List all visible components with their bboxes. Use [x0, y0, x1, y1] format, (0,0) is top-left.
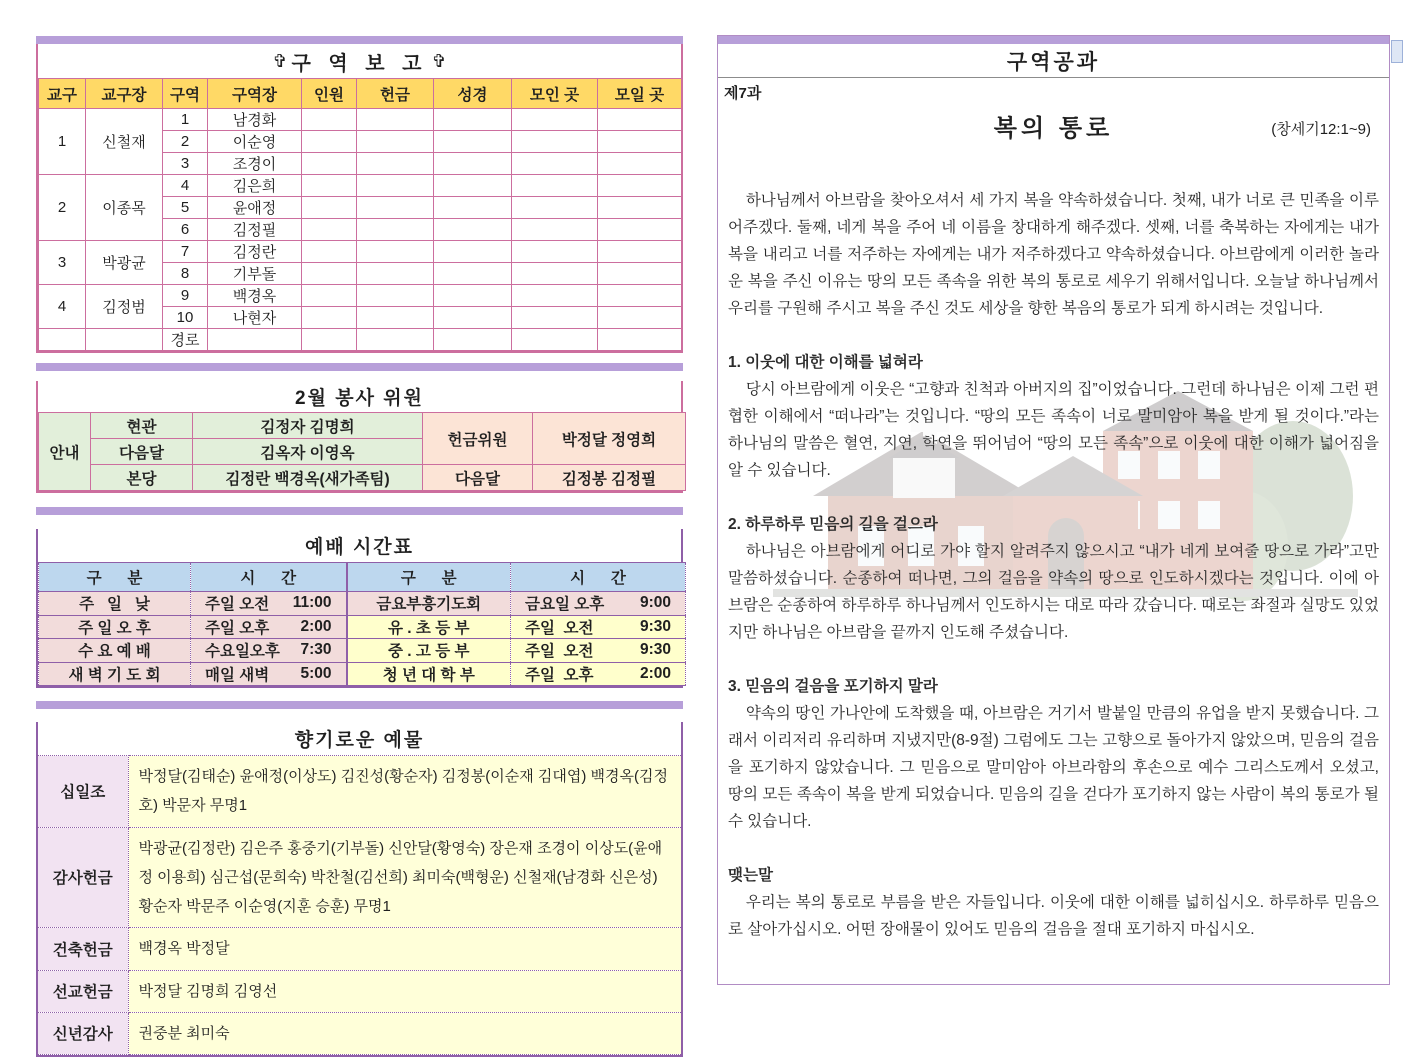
service-time: 주일 오후 2:00: [511, 662, 686, 686]
table-row: [39, 662, 686, 686]
report-cell-empty: [598, 175, 682, 197]
service-time: 주일 오전 9:30: [511, 615, 686, 639]
service-division: 수 요 예 배: [39, 639, 191, 663]
cross-icon: ✞: [272, 50, 288, 71]
report-cell-empty: [302, 329, 357, 351]
district-leader: 김정필: [208, 219, 302, 241]
report-cell-empty: [39, 329, 86, 351]
lesson-number: 제7과: [724, 85, 762, 102]
lesson-section: [728, 862, 1379, 943]
district-no: 4: [163, 175, 208, 197]
district-no: 9: [163, 285, 208, 307]
service-time: 매일 새벽 5:00: [191, 662, 347, 686]
parish-no: 1: [39, 109, 86, 175]
parish-leader: 김정범: [86, 285, 163, 329]
offering-type-label: 선교헌금: [38, 970, 128, 1012]
report-cell-empty: [598, 329, 682, 351]
committee-names: 김정자 김명희: [193, 413, 423, 439]
scripture-reference: (창세기12:1~9): [1271, 121, 1371, 138]
section-heading: 1. 이웃에 대한 이해를 넓혀라: [728, 354, 923, 371]
col-header: 성경: [434, 79, 512, 109]
offering-names: 백경옥 박정달: [128, 928, 681, 970]
report-cell-empty: [512, 329, 598, 351]
service-time: 주일 오후 2:00: [191, 615, 347, 639]
report-cell-empty: [302, 263, 357, 285]
report-cell-empty: [357, 219, 434, 241]
district-leader: 남경화: [208, 109, 302, 131]
table-row: [39, 109, 682, 131]
col-header: 구역: [163, 79, 208, 109]
offering-type-label: 신년감사: [38, 1012, 128, 1054]
left-column: [36, 36, 683, 1057]
lesson-panel-title: 구역공과: [718, 44, 1389, 78]
district-no: 5: [163, 197, 208, 219]
divider-bar: [36, 701, 683, 709]
district-report-title-text: 구 역 보 고: [291, 52, 428, 75]
service-time: 주일 오전 9:30: [511, 639, 686, 663]
lesson-body: [718, 187, 1389, 943]
table-row: [39, 465, 686, 491]
district-no: 6: [163, 219, 208, 241]
report-cell-empty: [357, 263, 434, 285]
report-cell-empty: [434, 329, 512, 351]
district-leader: 조경이: [208, 153, 302, 175]
table-row: [38, 827, 681, 928]
report-cell-empty: [512, 175, 598, 197]
next-month-label: 다음달: [423, 465, 533, 491]
report-cell-empty: [598, 219, 682, 241]
report-cell-empty: [512, 263, 598, 285]
col-header: 모일 곳: [598, 79, 682, 109]
col-header: 구역장: [208, 79, 302, 109]
section-body: 약속의 땅인 가나안에 도착했을 때, 아브람은 거기서 발붙일 만큼의 유업을 받지 못했습니다. 그래서 이리저리 유리하며 지냈지만(8-9절) 그럼에도 그는 고향으로 돌아가지 않았으며, 믿음의 걸음을 포기하지 않았습니다. 그 믿음으로 말미암아 아브라함의 후손으로 예수 그리스도께서 오셨고, 땅의 모든 족속이 복을 받게 되었습니다. 믿음의 길을 걷다가 포기하지 않는 사람이 복의 통로가 될 수 있습니다.: [728, 705, 1379, 830]
district-report-table: [36, 44, 683, 353]
report-cell-empty: [302, 109, 357, 131]
offering-names: 권중분 최미숙: [128, 1012, 681, 1054]
committee-names: 김정란 백경옥(새가족팀): [193, 465, 423, 491]
report-cell-empty: [302, 153, 357, 175]
table-row: [39, 285, 682, 307]
offering-type-label: 건축헌금: [38, 928, 128, 970]
report-cell-empty: [598, 285, 682, 307]
district-leader: 김정란: [208, 241, 302, 263]
col-header: 시 간: [191, 563, 347, 592]
guide-label: 안내: [39, 413, 91, 491]
service-committee-title: 2월 봉사 위원: [38, 381, 681, 412]
service-division: 중 . 고 등 부: [347, 639, 511, 663]
col-header: 교구: [39, 79, 86, 109]
section-body: 당시 아브람에게 이웃은 “고향과 친척과 아버지의 집”이었습니다. 그런데 하나님은 이제 그런 편협한 이해에서 “떠나라”는 것입니다. “땅의 모든 족속이 너로 말미암아 복을 받게 될 것이다.”라는 하나님의 말씀은 혈연, 지연, 학연을 뛰어넘어 “땅의 모든 족속”으로 이웃에 대한 이해가 넓어짐을 알 수 있습니다.: [728, 381, 1379, 479]
report-cell-empty: [512, 109, 598, 131]
worship-schedule-table: [36, 529, 683, 688]
lesson-section: [728, 673, 1379, 835]
report-cell-empty: [512, 131, 598, 153]
service-committee-table: [36, 381, 683, 493]
district-leader: 이순영: [208, 131, 302, 153]
schedule-header-row: [39, 563, 686, 592]
report-header-row: [39, 79, 682, 109]
report-cell-empty: [302, 241, 357, 263]
table-row: [38, 970, 681, 1012]
table-row: [39, 329, 682, 351]
parish-no: 4: [39, 285, 86, 329]
service-division: 유 . 초 등 부: [347, 615, 511, 639]
report-cell-empty: [434, 109, 512, 131]
place-label: 현관: [91, 413, 193, 439]
table-row: [38, 1012, 681, 1054]
parish-leader: 이종목: [86, 175, 163, 241]
service-division: 주 일 낮: [39, 592, 191, 616]
report-cell-empty: [512, 241, 598, 263]
col-header: 헌금: [357, 79, 434, 109]
report-cell-empty: [598, 109, 682, 131]
district-no: 2: [163, 131, 208, 153]
report-cell-empty: [434, 285, 512, 307]
offering-committee-names: 박정달 정영희: [533, 413, 686, 465]
section-heading: 맺는말: [728, 867, 773, 884]
report-cell-empty: [86, 329, 163, 351]
col-header: 모인 곳: [512, 79, 598, 109]
service-time: 수요일오후 7:30: [191, 639, 347, 663]
section-body: 우리는 복의 통로로 부름을 받은 자들입니다. 이웃에 대한 이해를 넓히십시오. 하루하루 믿음으로 살아가십시오. 어떤 장애물이 있어도 믿음의 걸음을 절대 포기하지 마십시오.: [728, 894, 1379, 938]
col-header: 인원: [302, 79, 357, 109]
report-cell-empty: [434, 263, 512, 285]
table-row: [39, 413, 686, 439]
lesson-section: [728, 511, 1379, 646]
report-cell-empty: [512, 285, 598, 307]
report-cell-empty: [598, 153, 682, 175]
table-row: [39, 175, 682, 197]
report-cell-empty: [434, 197, 512, 219]
report-cell-empty: [434, 307, 512, 329]
report-cell-empty: [598, 197, 682, 219]
service-division: 주 일 오 후: [39, 615, 191, 639]
district-no: 1: [163, 109, 208, 131]
lesson-intro-paragraph: 하나님께서 아브람을 찾아오셔서 세 가지 복을 약속하셨습니다. 첫째, 내가 너로 큰 민족을 이루어주겠다. 둘째, 네게 복을 주어 네 이름을 창대하게 해주겠다. 셋째, 너를 축복하는 자에게는 내가 복을 내리고 너를 저주하는 자에게는 내가 저주하겠다고 약속하셨습니다. 아브람에게 이러한 놀라운 복을 주신 이유는 땅의 모든 족속을 위한 복의 통로로 세우기 위해서입니다. 오늘날 하나님께서 우리를 구원해 주시고 복을 주신 것도 세상을 향한 복음의 통로가 되게 하시려는 것입니다.: [728, 192, 1379, 317]
report-cell-empty: [302, 175, 357, 197]
district-leader: 나현자: [208, 307, 302, 329]
district-no: 8: [163, 263, 208, 285]
offering-type-label: 십일조: [38, 756, 128, 828]
report-cell-empty: [357, 153, 434, 175]
district-leader: 김은희: [208, 175, 302, 197]
service-time: 금요일 오후 9:00: [511, 592, 686, 616]
report-cell-empty: [598, 131, 682, 153]
lesson-panel: [717, 35, 1390, 985]
place-label: 본당: [91, 465, 193, 491]
parish-leader: 신철재: [86, 109, 163, 175]
district-no: 10: [163, 307, 208, 329]
parish-no: 3: [39, 241, 86, 285]
report-cell-empty: [357, 131, 434, 153]
report-cell-empty: [208, 329, 302, 351]
divider-bar: [36, 36, 683, 44]
service-division: 새 벽 기 도 회: [39, 662, 191, 686]
report-cell-empty: [357, 241, 434, 263]
report-cell-empty: [357, 285, 434, 307]
table-row: [39, 241, 682, 263]
offering-type-label: 감사헌금: [38, 827, 128, 928]
divider-bar: [36, 363, 683, 371]
parish-no: 2: [39, 175, 86, 241]
table-row: [38, 928, 681, 970]
divider-bar: [718, 36, 1389, 44]
report-cell-empty: [357, 175, 434, 197]
section-heading: 3. 믿음의 걸음을 포기하지 말라: [728, 678, 938, 695]
report-cell-empty: [302, 285, 357, 307]
section-body: 하나님은 아브람에게 어디로 가야 할지 알려주지 않으시고 “내가 네게 보여줄 땅으로 가라”고만 말씀하셨습니다. 순종하여 떠나면, 그의 걸음을 약속의 땅으로 인도하시겠다는 것입니다. 이에 아브람은 순종하여 하루하루 하나님께서 인도하시는 대로 따라 갔습니다. 때로는 좌절과 실망도 있었지만 하나님은 아브람을 끝까지 인도해 주셨습니다.: [728, 543, 1379, 641]
report-cell-empty: [512, 219, 598, 241]
table-row: [38, 756, 681, 828]
offering-names: 박정달 김명희 김영선: [128, 970, 681, 1012]
lesson-title: 복의 통로: [993, 114, 1114, 142]
service-division: 청 년 대 학 부: [347, 662, 511, 686]
report-cell-empty: [512, 153, 598, 175]
report-cell-empty: [357, 307, 434, 329]
report-cell-empty: [302, 307, 357, 329]
col-header: 교구장: [86, 79, 163, 109]
district-no: 3: [163, 153, 208, 175]
lesson-title-line: [718, 103, 1389, 147]
offerings-title: 향기로운 예물: [38, 722, 681, 755]
report-cell-empty: [434, 153, 512, 175]
service-time: 주일 오전 11:00: [191, 592, 347, 616]
offering-names: 박광균(김정란) 김은주 홍중기(기부돌) 신안달(황영숙) 장은재 조경이 이상도(윤애정 이용희) 심근섭(문희숙) 박찬철(김선희) 최미숙(백형운) 신철재(남경화 신은성) 황순자 박문주 이순영(지훈 승훈) 무명1: [128, 827, 681, 928]
service-division: 금요부흥기도회: [347, 592, 511, 616]
report-cell-empty: [302, 219, 357, 241]
offerings-table: [36, 722, 683, 1057]
report-cell-empty: [512, 307, 598, 329]
next-month-names: 김정봉 김정필: [533, 465, 686, 491]
worship-schedule-title: 예배 시간표: [38, 529, 681, 562]
report-cell-empty: [598, 263, 682, 285]
report-cell-empty: [434, 131, 512, 153]
report-cell-empty: [357, 109, 434, 131]
col-header: 구 분: [39, 563, 191, 592]
senior-row-label: 경로: [163, 329, 208, 351]
table-row: [39, 639, 686, 663]
report-cell-empty: [598, 307, 682, 329]
offering-names: 박정달(김태순) 윤애정(이상도) 김진성(황순자) 김정봉(이순재 김대엽) 백경옥(김정호) 박문자 무명1: [128, 756, 681, 828]
report-cell-empty: [357, 329, 434, 351]
offering-committee-label: 헌금위원: [423, 413, 533, 465]
report-cell-empty: [302, 131, 357, 153]
col-header: 시 간: [511, 563, 686, 592]
cross-icon: ✞: [431, 50, 447, 71]
district-leader: 백경옥: [208, 285, 302, 307]
district-leader: 윤애정: [208, 197, 302, 219]
corner-marker: [1391, 40, 1403, 63]
parish-leader: 박광균: [86, 241, 163, 285]
report-cell-empty: [357, 197, 434, 219]
report-cell-empty: [434, 175, 512, 197]
table-row: [39, 592, 686, 616]
district-report-title: [38, 44, 681, 78]
section-heading: 2. 하루하루 믿음의 길을 걸으라: [728, 516, 938, 533]
district-no: 7: [163, 241, 208, 263]
district-leader: 기부돌: [208, 263, 302, 285]
report-cell-empty: [434, 241, 512, 263]
report-cell-empty: [434, 219, 512, 241]
table-row: [39, 615, 686, 639]
divider-bar: [36, 507, 683, 515]
report-cell-empty: [598, 241, 682, 263]
lesson-section: [728, 349, 1379, 484]
committee-names: 김옥자 이영옥: [193, 439, 423, 465]
place-label: 다음달: [91, 439, 193, 465]
report-cell-empty: [512, 197, 598, 219]
col-header: 구 분: [347, 563, 511, 592]
report-cell-empty: [302, 197, 357, 219]
